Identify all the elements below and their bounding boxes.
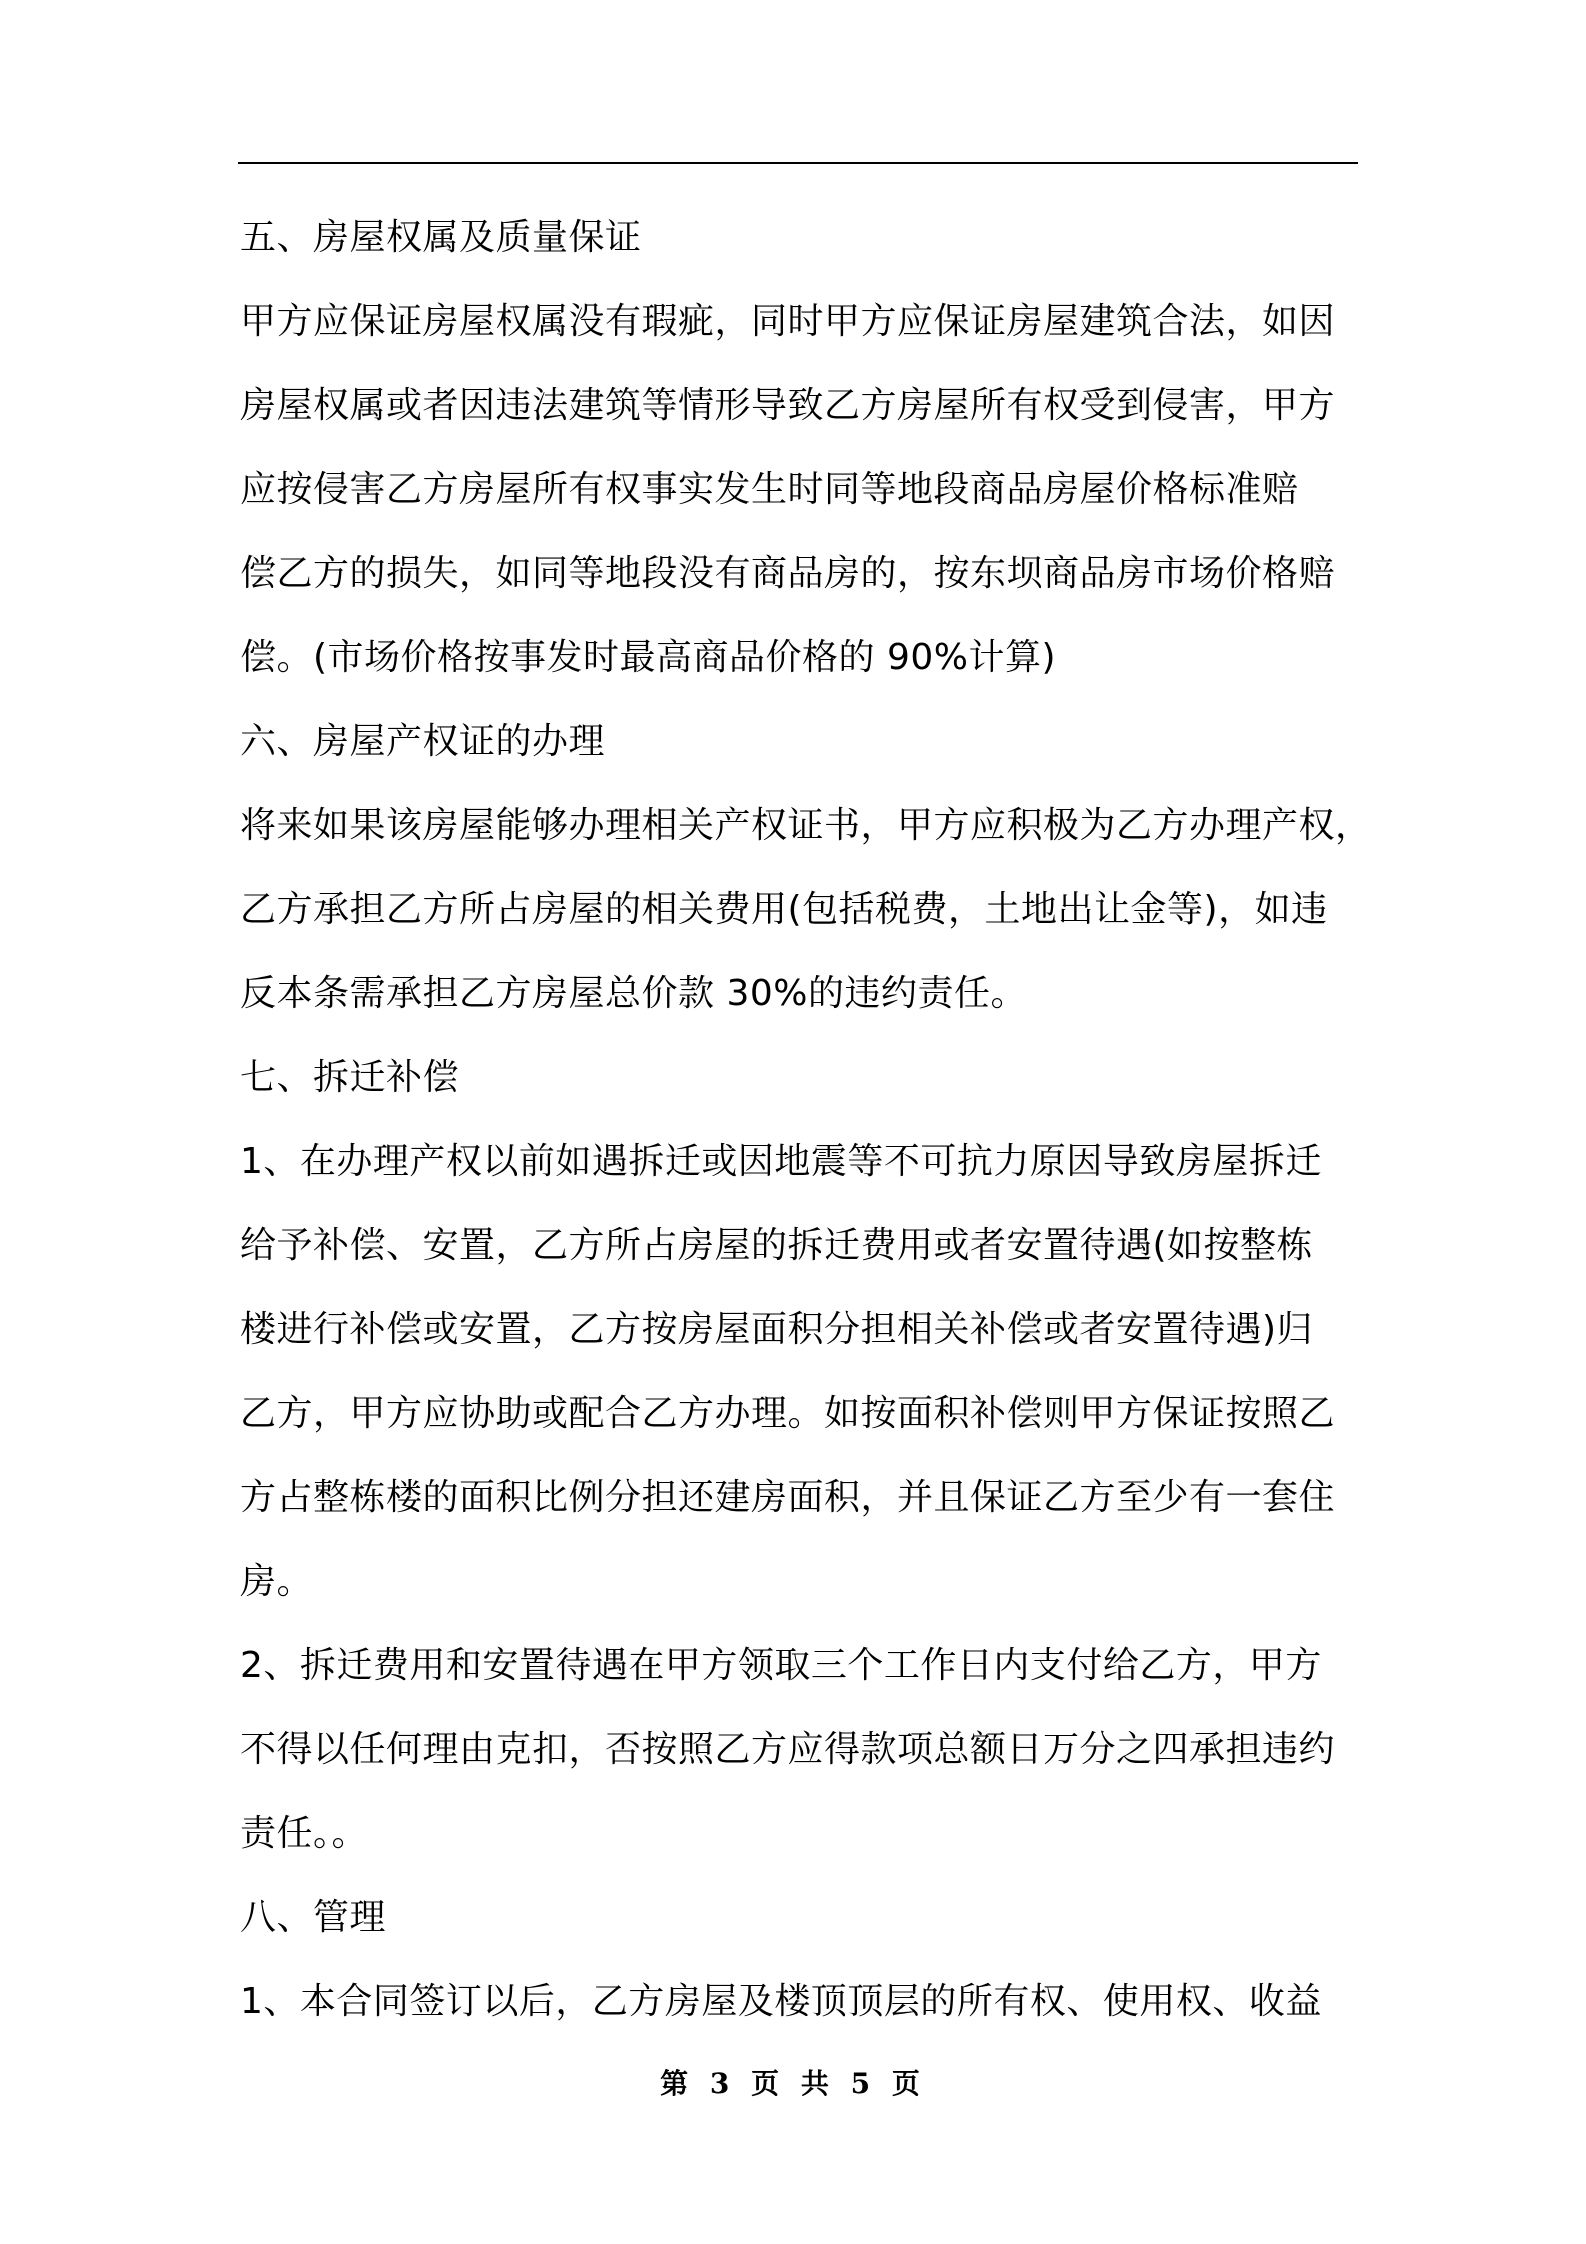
text-line: 甲方应保证房屋权属没有瑕疵，同时甲方应保证房屋建筑合法，如因: [240, 301, 1336, 342]
text-line: 1、本合同签订以后，乙方房屋及楼顶顶层的所有权、使用权、收益: [240, 1981, 1322, 2022]
text-line: 给予补偿、安置，乙方所占房屋的拆迁费用或者安置待遇(如按整栋: [240, 1225, 1314, 1266]
text-line: 房。: [240, 1561, 314, 1602]
text-line: 将来如果该房屋能够办理相关产权证书，甲方应积极为乙方办理产权，: [240, 805, 1372, 846]
text-line: 楼进行补偿或安置，乙方按房屋面积分担相关补偿或者安置待遇)归: [240, 1309, 1314, 1350]
section-heading: 七、拆迁补偿: [240, 1057, 460, 1098]
text-line: 偿。(市场价格按事发时最高商品价格的 90%计算): [240, 637, 1057, 678]
text-line: 不得以任何理由克扣，否按照乙方应得款项总额日万分之四承担违约: [240, 1729, 1336, 1770]
section-heading: 五、房屋权属及质量保证: [240, 217, 642, 258]
section-heading: 八、管理: [240, 1897, 387, 1938]
text-line: 方占整栋楼的面积比例分担还建房面积，并且保证乙方至少有一套住: [240, 1477, 1336, 1518]
header-rule: [238, 162, 1358, 164]
text-line: 乙方，甲方应协助或配合乙方办理。如按面积补偿则甲方保证按照乙: [240, 1393, 1336, 1434]
text-line: 偿乙方的损失，如同等地段没有商品房的，按东坝商品房市场价格赔: [240, 553, 1336, 594]
text-line: 乙方承担乙方所占房屋的相关费用(包括税费，土地出让金等)，如违: [240, 889, 1328, 930]
text-line: 应按侵害乙方房屋所有权事实发生时同等地段商品房屋价格标准赔: [240, 469, 1299, 510]
document-body: [240, 196, 1372, 2044]
text-line: 房屋权属或者因违法建筑等情形导致乙方房屋所有权受到侵害，甲方: [240, 385, 1336, 426]
section-heading: 六、房屋产权证的办理: [240, 721, 606, 762]
text-line: 2、拆迁费用和安置待遇在甲方领取三个工作日内支付给乙方，甲方: [240, 1645, 1322, 1686]
page-number-footer: 第 3 页 共 5 页: [660, 2067, 926, 2100]
text-line: 责任。。: [240, 1813, 369, 1854]
text-line: 1、在办理产权以前如遇拆迁或因地震等不可抗力原因导致房屋拆迁: [240, 1141, 1322, 1182]
text-line: 反本条需承担乙方房屋总价款 30%的违约责任。: [240, 973, 1027, 1014]
